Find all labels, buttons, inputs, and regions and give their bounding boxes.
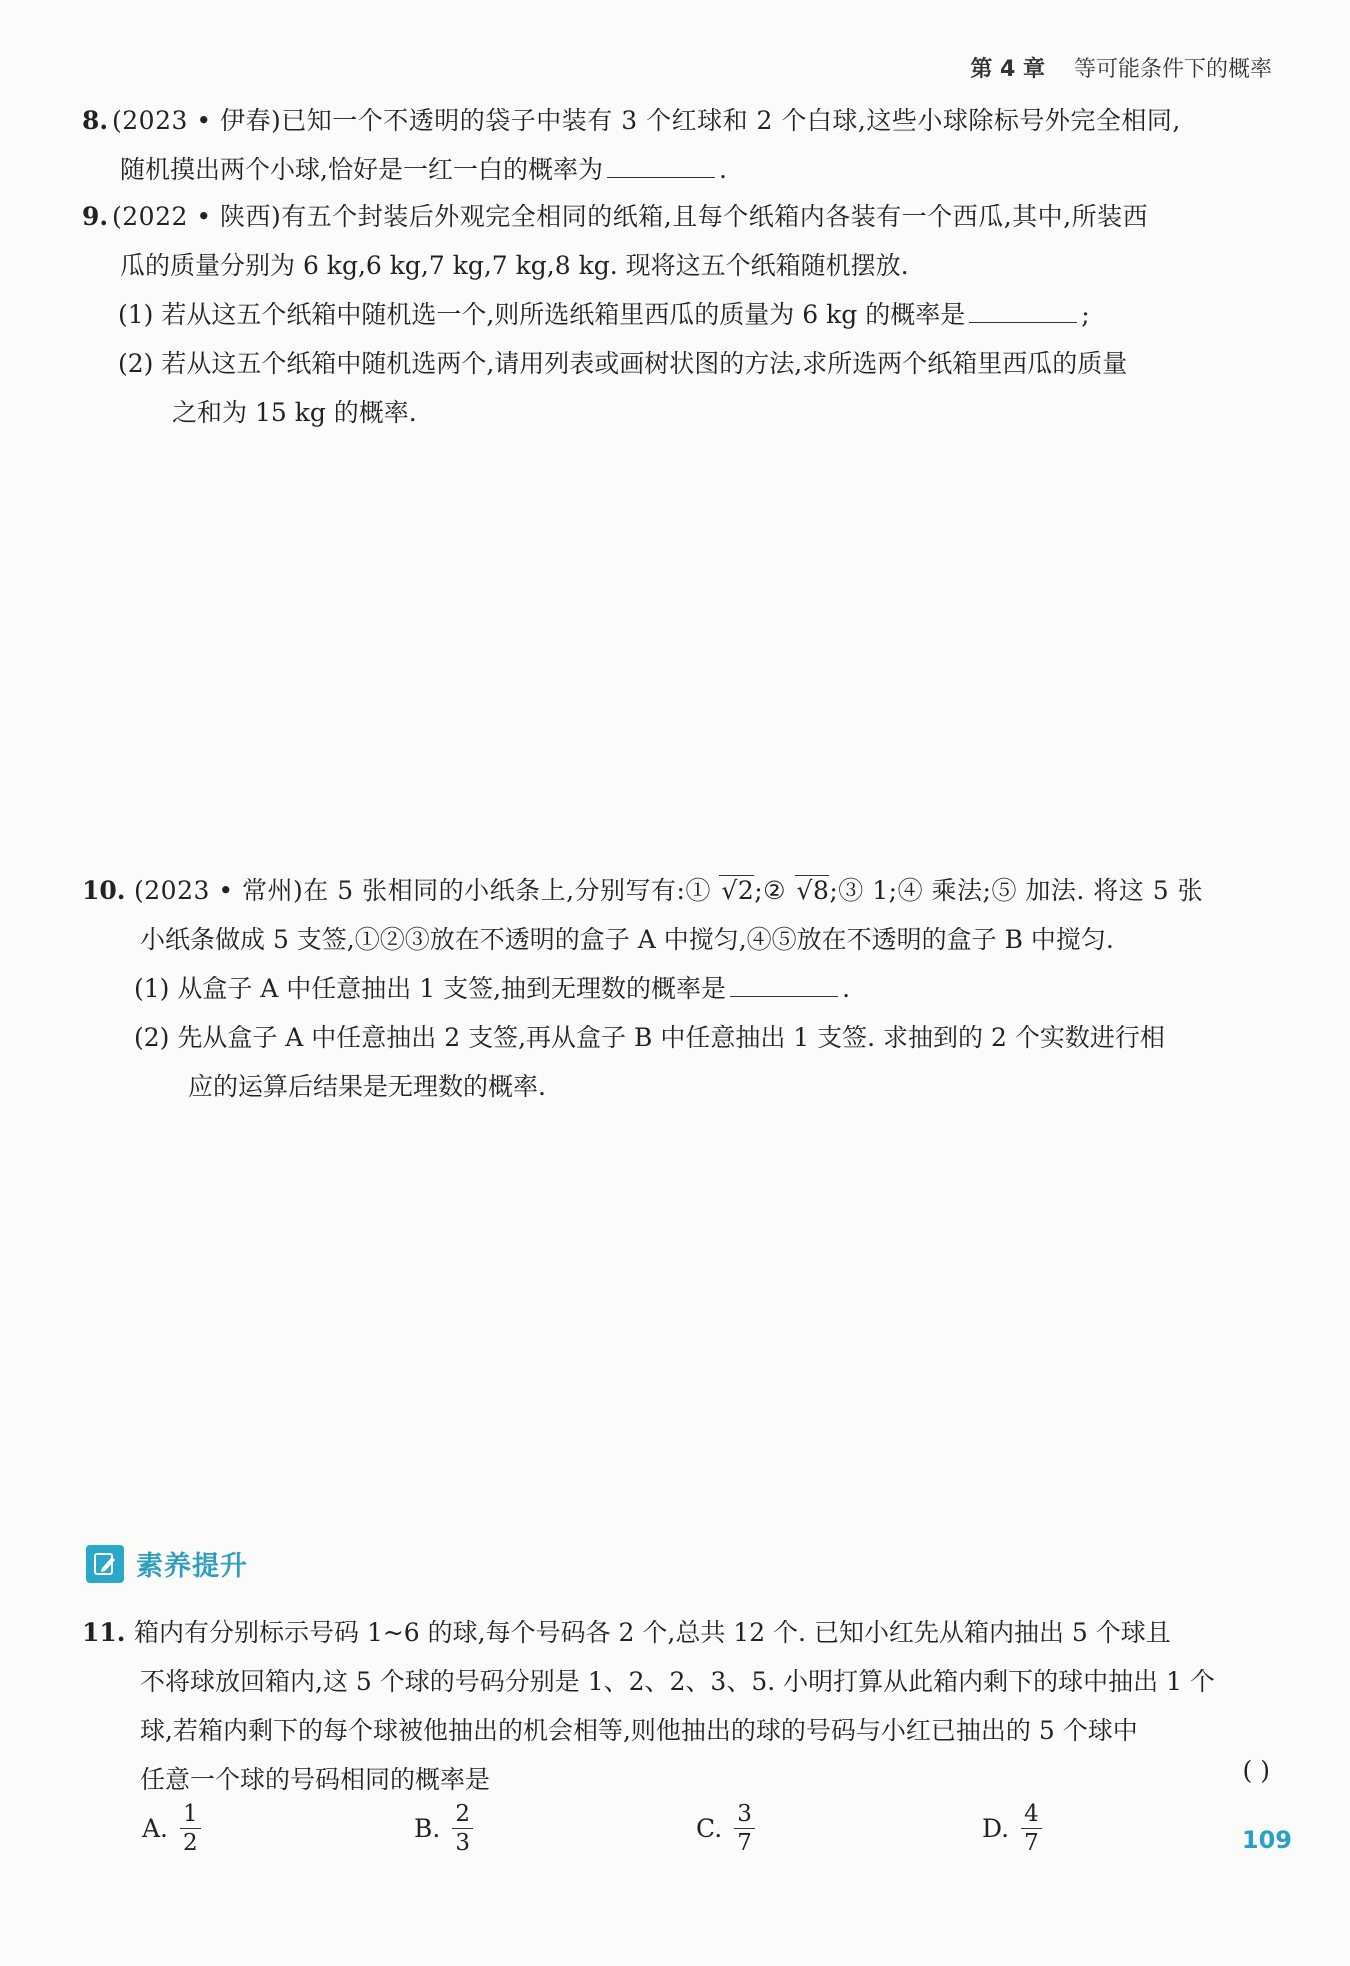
fraction <box>452 1800 473 1857</box>
denominator: 7 <box>737 1830 752 1856</box>
chapter-title: 等可能条件下的概率 <box>1073 57 1272 82</box>
question-text: (1) 从盒子 A 中任意抽出 1 支签,抽到无理数的概率是 <box>134 974 727 1003</box>
chapter-label: 第 4 章 <box>970 57 1045 82</box>
question-number: 10. <box>82 876 126 905</box>
question-text-line <box>134 866 1203 915</box>
fraction <box>734 1800 755 1857</box>
fraction <box>180 1800 201 1857</box>
question-text: (1) 若从这五个纸箱中随机选一个,则所选纸箱里西瓜的质量为 6 kg 的概率是 <box>118 300 966 329</box>
sqrt-expression: √2 <box>721 876 755 905</box>
page-number: 109 <box>1241 1826 1292 1854</box>
subquestion-2-cont: 应的运算后结果是无理数的概率. <box>188 1072 546 1101</box>
answer-blank[interactable] <box>969 294 1077 323</box>
fraction <box>1021 1800 1042 1857</box>
denominator: 3 <box>455 1830 470 1856</box>
choice-b[interactable] <box>414 1800 473 1857</box>
answer-blank[interactable] <box>607 149 715 178</box>
question-number: 11. <box>82 1618 126 1647</box>
question-text-line <box>82 145 1270 194</box>
pencil-icon <box>86 1545 124 1583</box>
subquestion-1 <box>82 290 1270 339</box>
choice-a[interactable] <box>142 1800 201 1857</box>
question-text-line: 瓜的质量分别为 6 kg,6 kg,7 kg,7 kg,8 kg. 现将这五个纸箱随机摆放. <box>120 251 909 280</box>
question-text-line: 任意一个球的号码相同的概率是 <box>140 1765 491 1794</box>
question-text: ;③ 1;④ 乘法;⑤ 加法. 将这 5 张 <box>829 876 1204 905</box>
section-heading <box>86 1544 248 1583</box>
denominator: 7 <box>1024 1830 1039 1856</box>
section-title: 素养提升 <box>136 1551 248 1582</box>
running-header <box>970 52 1272 83</box>
answer-bracket[interactable]: ( ) <box>1242 1756 1270 1785</box>
choice-d[interactable] <box>982 1800 1042 1857</box>
subquestion-1 <box>82 964 1270 1013</box>
question-text-line: 不将球放回箱内,这 5 个球的号码分别是 1、2、2、3、5. 小明打算从此箱内剩下的球中抽出 1 个 <box>140 1667 1215 1696</box>
punctuation: . <box>718 155 727 184</box>
question-text-line: 小纸条做成 5 支签,①②③放在不透明的盒子 A 中搅匀,④⑤放在不透明的盒子 B 中搅匀. <box>140 925 1114 954</box>
question-11 <box>82 1608 1270 1804</box>
question-8 <box>82 96 1270 194</box>
question-text: 随机摸出两个小球,恰好是一红一白的概率为 <box>120 155 603 184</box>
subquestion-2-cont: 之和为 15 kg 的概率. <box>172 398 417 427</box>
punctuation: ; <box>1081 300 1090 329</box>
question-text-line: 球,若箱内剩下的每个球被他抽出的机会相等,则他抽出的球的号码与小红已抽出的 5 个球中 <box>140 1716 1138 1745</box>
choice-list <box>142 1800 1270 1870</box>
question-text-line: 箱内有分别标示号码 1~6 的球,每个号码各 2 个,总共 12 个. 已知小红先从箱内抽出 5 个球且 <box>134 1618 1171 1647</box>
choice-letter: A. <box>142 1814 169 1843</box>
numerator: 3 <box>734 1800 755 1829</box>
question-10 <box>82 866 1270 1111</box>
subquestion-2: (2) 先从盒子 A 中任意抽出 2 支签,再从盒子 B 中任意抽出 1 支签. 求抽到的 2 个实数进行相 <box>134 1023 1165 1052</box>
answer-blank[interactable] <box>730 968 838 997</box>
question-text-line: (2022 • 陕西)有五个封装后外观完全相同的纸箱,且每个纸箱内各装有一个西瓜,其中,所装西 <box>112 202 1149 231</box>
numerator: 2 <box>452 1800 473 1829</box>
question-number: 8. <box>82 106 109 135</box>
sqrt-expression: √8 <box>796 876 830 905</box>
question-text: (2023 • 常州)在 5 张相同的小纸条上,分别写有:① <box>134 876 720 905</box>
choice-letter: B. <box>414 1814 441 1843</box>
question-text: ;② <box>754 876 795 905</box>
punctuation: . <box>842 974 851 1003</box>
choice-c[interactable] <box>696 1800 755 1857</box>
denominator: 2 <box>183 1830 198 1856</box>
numerator: 4 <box>1021 1800 1042 1829</box>
question-9 <box>82 192 1270 437</box>
question-text-line: (2023 • 伊春)已知一个不透明的袋子中装有 3 个红球和 2 个白球,这些小球除标号外完全相同, <box>112 106 1181 135</box>
numerator: 1 <box>180 1800 201 1829</box>
question-number: 9. <box>82 202 109 231</box>
subquestion-2: (2) 若从这五个纸箱中随机选两个,请用列表或画树状图的方法,求所选两个纸箱里西瓜的质量 <box>118 349 1128 378</box>
choice-letter: D. <box>982 1814 1010 1843</box>
choice-letter: C. <box>696 1814 723 1843</box>
